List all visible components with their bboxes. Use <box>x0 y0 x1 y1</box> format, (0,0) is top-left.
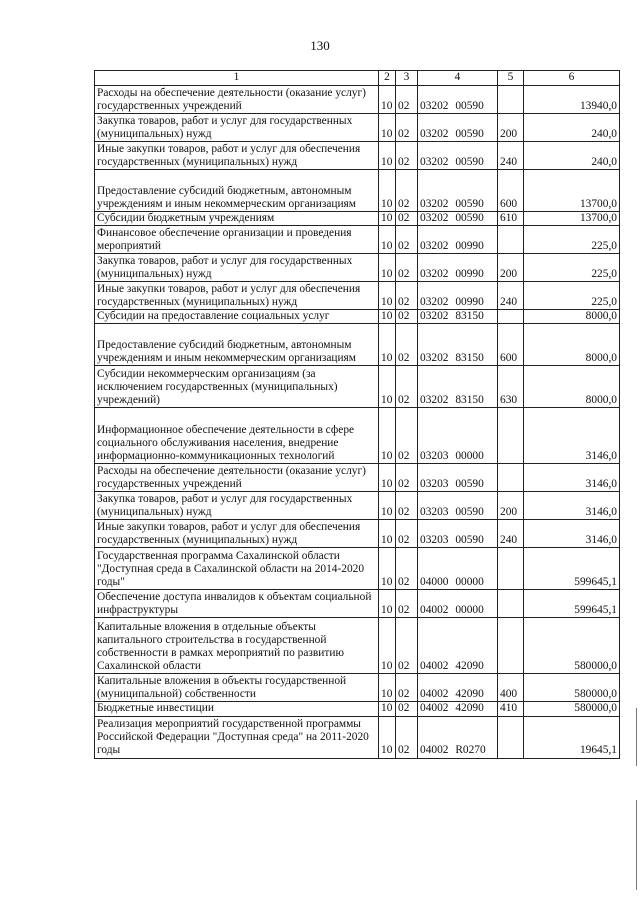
row-expense-type-cell <box>498 86 524 114</box>
table-row <box>95 590 620 618</box>
row-expense-type-cell <box>498 310 524 324</box>
table-row <box>95 520 620 548</box>
row-name-cell: Капитальные вложения в объекты государственной (муниципальной) собственности <box>95 674 379 702</box>
row-section-cell: 10 <box>379 716 396 758</box>
row-target-code-cell: 03202 83150 <box>418 324 498 366</box>
budget-table <box>94 70 620 759</box>
row-section-cell: 10 <box>379 674 396 702</box>
row-amount-cell: 3146,0 <box>524 492 620 520</box>
row-amount-cell: 225,0 <box>524 254 620 282</box>
row-section-cell: 10 <box>379 408 396 464</box>
row-name-cell: Предоставление субсидий бюджетным, автономным учреждениям и иным некоммерческим организациям <box>95 170 379 212</box>
row-subsection-cell: 02 <box>396 114 418 142</box>
row-name-cell: Обеспечение доступа инвалидов к объектам социальной инфраструктуры <box>95 590 379 618</box>
row-name-cell: Расходы на обеспечение деятельности (оказание услуг) государственных учреждений <box>95 86 379 114</box>
row-target-code-cell: 04000 00000 <box>418 548 498 590</box>
row-target-code-cell: 03202 00590 <box>418 142 498 170</box>
row-name-cell: Предоставление субсидий бюджетным, автономным учреждениям и иным некоммерческим организациям <box>95 324 379 366</box>
row-name-cell: Бюджетные инвестиции <box>95 702 379 716</box>
row-amount-cell: 240,0 <box>524 114 620 142</box>
row-section-cell: 10 <box>379 86 396 114</box>
row-expense-type-cell <box>498 618 524 674</box>
row-amount-cell: 3146,0 <box>524 464 620 492</box>
row-subsection-cell: 02 <box>396 464 418 492</box>
table-row <box>95 492 620 520</box>
row-amount-cell: 3146,0 <box>524 520 620 548</box>
row-expense-type-cell: 600 <box>498 324 524 366</box>
row-target-code-cell: 03203 00000 <box>418 408 498 464</box>
row-name-cell: Финансовое обеспечение организации и проведения мероприятий <box>95 226 379 254</box>
row-section-cell: 10 <box>379 590 396 618</box>
row-amount-cell: 13700,0 <box>524 212 620 226</box>
row-expense-type-cell: 630 <box>498 366 524 408</box>
table-row <box>95 282 620 310</box>
row-expense-type-cell: 240 <box>498 520 524 548</box>
row-name-cell: Субсидии некоммерческим организациям (за исключением государственных (муниципальных) учреждений) <box>95 366 379 408</box>
row-subsection-cell: 02 <box>396 366 418 408</box>
row-section-cell: 10 <box>379 464 396 492</box>
row-expense-type-cell: 410 <box>498 702 524 716</box>
row-name-cell: Иные закупки товаров, работ и услуг для обеспечения государственных (муниципальных) нужд <box>95 520 379 548</box>
row-target-code-cell: 03202 83150 <box>418 366 498 408</box>
row-expense-type-cell: 200 <box>498 254 524 282</box>
row-amount-cell: 13940,0 <box>524 86 620 114</box>
row-section-cell: 10 <box>379 366 396 408</box>
row-amount-cell: 19645,1 <box>524 716 620 758</box>
row-expense-type-cell <box>498 226 524 254</box>
column-header-subsection: 3 <box>396 71 418 86</box>
row-subsection-cell: 02 <box>396 254 418 282</box>
table-row <box>95 716 620 758</box>
column-header-amount: 6 <box>524 71 620 86</box>
row-section-cell: 10 <box>379 142 396 170</box>
row-section-cell: 10 <box>379 702 396 716</box>
table-body <box>95 86 620 759</box>
row-section-cell: 10 <box>379 254 396 282</box>
row-target-code-cell: 04002 42090 <box>418 674 498 702</box>
table-row <box>95 310 620 324</box>
row-name-cell: Капитальные вложения в отдельные объекты капитального строительства в государственной собственности в рамках мероприятий по развитию Сахалинской области <box>95 618 379 674</box>
row-expense-type-cell <box>498 716 524 758</box>
row-target-code-cell: 03202 00590 <box>418 86 498 114</box>
table-row <box>95 142 620 170</box>
row-subsection-cell: 02 <box>396 170 418 212</box>
row-amount-cell: 3146,0 <box>524 408 620 464</box>
table-row <box>95 674 620 702</box>
row-section-cell: 10 <box>379 282 396 310</box>
row-name-cell: Закупка товаров, работ и услуг для государственных (муниципальных) нужд <box>95 492 379 520</box>
row-subsection-cell: 02 <box>396 590 418 618</box>
row-target-code-cell: 03202 00590 <box>418 170 498 212</box>
row-name-cell: Расходы на обеспечение деятельности (оказание услуг) государственных учреждений <box>95 464 379 492</box>
row-target-code-cell: 03202 00590 <box>418 114 498 142</box>
row-subsection-cell: 02 <box>396 408 418 464</box>
row-amount-cell: 580000,0 <box>524 702 620 716</box>
row-amount-cell: 580000,0 <box>524 674 620 702</box>
table-header-row <box>95 71 620 86</box>
row-name-cell: Закупка товаров, работ и услуг для государственных (муниципальных) нужд <box>95 114 379 142</box>
row-amount-cell: 225,0 <box>524 226 620 254</box>
row-subsection-cell: 02 <box>396 520 418 548</box>
table-row <box>95 324 620 366</box>
row-target-code-cell: 03203 00590 <box>418 492 498 520</box>
row-section-cell: 10 <box>379 212 396 226</box>
row-name-cell: Закупка товаров, работ и услуг для государственных (муниципальных) нужд <box>95 254 379 282</box>
row-name-cell: Информационное обеспечение деятельности в сфере социального обслуживания населения, внедрение информационно-коммуникационных технологий <box>95 408 379 464</box>
row-amount-cell: 580000,0 <box>524 618 620 674</box>
table-row <box>95 618 620 674</box>
table-row <box>95 408 620 464</box>
table-row <box>95 86 620 114</box>
row-name-cell: Субсидии бюджетным учреждениям <box>95 212 379 226</box>
row-target-code-cell: 03202 83150 <box>418 310 498 324</box>
row-expense-type-cell: 610 <box>498 212 524 226</box>
row-target-code-cell: 03202 00590 <box>418 212 498 226</box>
row-expense-type-cell <box>498 548 524 590</box>
row-name-cell: Иные закупки товаров, работ и услуг для обеспечения государственных (муниципальных) нужд <box>95 142 379 170</box>
row-expense-type-cell <box>498 590 524 618</box>
row-subsection-cell: 02 <box>396 142 418 170</box>
table-row <box>95 366 620 408</box>
row-section-cell: 10 <box>379 114 396 142</box>
row-amount-cell: 13700,0 <box>524 170 620 212</box>
row-expense-type-cell: 240 <box>498 282 524 310</box>
table-row <box>95 548 620 590</box>
row-subsection-cell: 02 <box>396 324 418 366</box>
page-number: 130 <box>310 38 330 53</box>
row-section-cell: 10 <box>379 324 396 366</box>
row-expense-type-cell: 400 <box>498 674 524 702</box>
row-name-cell: Государственная программа Сахалинской области "Доступная среда в Сахалинской области на 2014-2020 годы" <box>95 548 379 590</box>
table-row <box>95 702 620 716</box>
table-row <box>95 464 620 492</box>
row-expense-type-cell <box>498 408 524 464</box>
row-name-cell: Иные закупки товаров, работ и услуг для обеспечения государственных (муниципальных) нужд <box>95 282 379 310</box>
column-header-section: 2 <box>379 71 396 86</box>
row-target-code-cell: 03203 00590 <box>418 520 498 548</box>
row-subsection-cell: 02 <box>396 86 418 114</box>
scan-edge-line <box>636 800 637 890</box>
table-row <box>95 226 620 254</box>
row-expense-type-cell: 200 <box>498 492 524 520</box>
table-row <box>95 114 620 142</box>
row-target-code-cell: 04002 R0270 <box>418 716 498 758</box>
row-subsection-cell: 02 <box>396 226 418 254</box>
row-name-cell: Субсидии на предоставление социальных услуг <box>95 310 379 324</box>
row-subsection-cell: 02 <box>396 702 418 716</box>
row-amount-cell: 8000,0 <box>524 366 620 408</box>
row-amount-cell: 8000,0 <box>524 310 620 324</box>
row-target-code-cell: 03202 00990 <box>418 226 498 254</box>
row-section-cell: 10 <box>379 618 396 674</box>
scan-edge-line <box>636 708 637 766</box>
row-amount-cell: 8000,0 <box>524 324 620 366</box>
column-header-name: 1 <box>95 71 379 86</box>
row-subsection-cell: 02 <box>396 716 418 758</box>
row-expense-type-cell: 240 <box>498 142 524 170</box>
row-expense-type-cell <box>498 464 524 492</box>
row-subsection-cell: 02 <box>396 492 418 520</box>
row-expense-type-cell: 200 <box>498 114 524 142</box>
row-section-cell: 10 <box>379 520 396 548</box>
row-target-code-cell: 03203 00590 <box>418 464 498 492</box>
row-subsection-cell: 02 <box>396 548 418 590</box>
row-section-cell: 10 <box>379 492 396 520</box>
table-row <box>95 212 620 226</box>
row-target-code-cell: 04002 42090 <box>418 618 498 674</box>
row-subsection-cell: 02 <box>396 310 418 324</box>
row-section-cell: 10 <box>379 548 396 590</box>
table-row <box>95 254 620 282</box>
row-amount-cell: 599645,1 <box>524 590 620 618</box>
row-target-code-cell: 03202 00990 <box>418 282 498 310</box>
column-header-expense-type: 5 <box>498 71 524 86</box>
row-subsection-cell: 02 <box>396 282 418 310</box>
row-target-code-cell: 04002 42090 <box>418 702 498 716</box>
row-section-cell: 10 <box>379 170 396 212</box>
row-subsection-cell: 02 <box>396 674 418 702</box>
row-section-cell: 10 <box>379 310 396 324</box>
row-subsection-cell: 02 <box>396 618 418 674</box>
row-name-cell: Реализация мероприятий государственной программы Российской Федерации "Доступная среда" на 2011-2020 годы <box>95 716 379 758</box>
row-amount-cell: 599645,1 <box>524 548 620 590</box>
row-amount-cell: 240,0 <box>524 142 620 170</box>
row-target-code-cell: 04002 00000 <box>418 590 498 618</box>
row-section-cell: 10 <box>379 226 396 254</box>
row-expense-type-cell: 600 <box>498 170 524 212</box>
row-amount-cell: 225,0 <box>524 282 620 310</box>
column-header-target-code: 4 <box>418 71 498 86</box>
row-target-code-cell: 03202 00990 <box>418 254 498 282</box>
table-row <box>95 170 620 212</box>
row-subsection-cell: 02 <box>396 212 418 226</box>
